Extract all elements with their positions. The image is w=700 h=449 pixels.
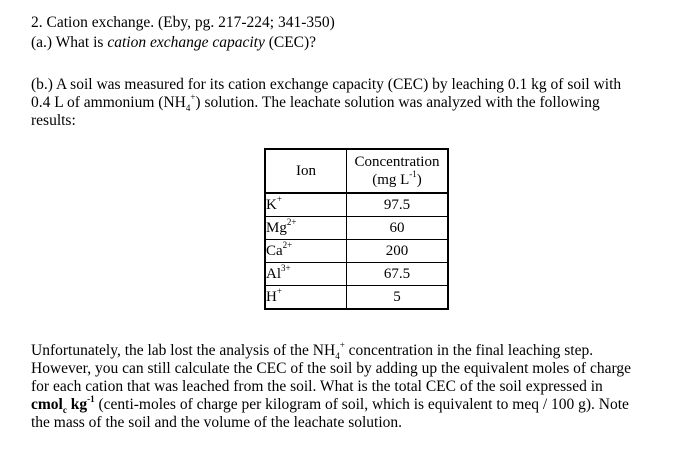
part-a-question: (a.) What is cation exchange capacity (CEC)?: [31, 34, 317, 51]
ion-cell: $Al^{3+}$: [265, 263, 347, 286]
ion-cell: K+: [265, 193, 347, 217]
ion-concentration-table: [264, 148, 449, 310]
closing-line-5: the mass of the soil and the volume of the leachate solution.: [31, 414, 403, 431]
value-cell: 60: [347, 217, 449, 240]
table-row: [265, 217, 448, 240]
cec-unit: cmol$_c$ $kg^{-1}$: [31, 393, 95, 416]
header-ion: Ion: [265, 149, 347, 193]
value-cell: 97.5: [347, 193, 449, 217]
table-row: [265, 240, 448, 263]
part-b-line-1: (b.) A soil was measured for its cation exchange capacity (CEC) by leaching 0.1 kg of soil with: [31, 76, 622, 93]
value-cell: 5: [347, 286, 449, 310]
ion-cell: $Ca^{2+}$: [265, 240, 347, 263]
header-concentration: Concentration (mg $L^{-1}$): [347, 149, 449, 193]
table-row: [265, 263, 448, 286]
table-row: [265, 286, 448, 310]
closing-line-3: for each cation that was leached from the soil. What is the total CEC of the soil expressed in: [31, 378, 603, 395]
value-cell: 67.5: [347, 263, 449, 286]
part-b-line-3: results:: [31, 112, 76, 129]
part-b-paragraph: [31, 76, 621, 130]
table-row: [265, 193, 448, 217]
question-title: 2. Cation exchange. (Eby, pg. 217-224; 341-350): [31, 14, 335, 31]
closing-line-1: Unfortunately, the lab lost the analysis of the $NH_4^+$ concentration in the final leaching step.: [31, 339, 594, 362]
table-header-row: [265, 149, 448, 193]
ion-cell: H+: [265, 286, 347, 310]
closing-line-2: However, you can still calculate the CEC of the soil by adding up the equivalent moles of charge: [31, 360, 631, 377]
ion-cell: $Mg^{2+}$: [265, 217, 347, 240]
cec-term: cation exchange capacity: [107, 34, 265, 51]
value-cell: 200: [347, 240, 449, 263]
closing-line-4: cmol$_c$ $kg^{-1}$ (centi-moles of charge per kilogram of soil, which is equivalent to meq / 100 g). Note: [31, 393, 629, 416]
part-b-line-2: 0.4 L of ammonium $(NH_4^+)$ solution. The leachate solution was analyzed with the following: [31, 91, 600, 114]
closing-paragraph: [31, 339, 631, 432]
question-header: [31, 14, 335, 52]
